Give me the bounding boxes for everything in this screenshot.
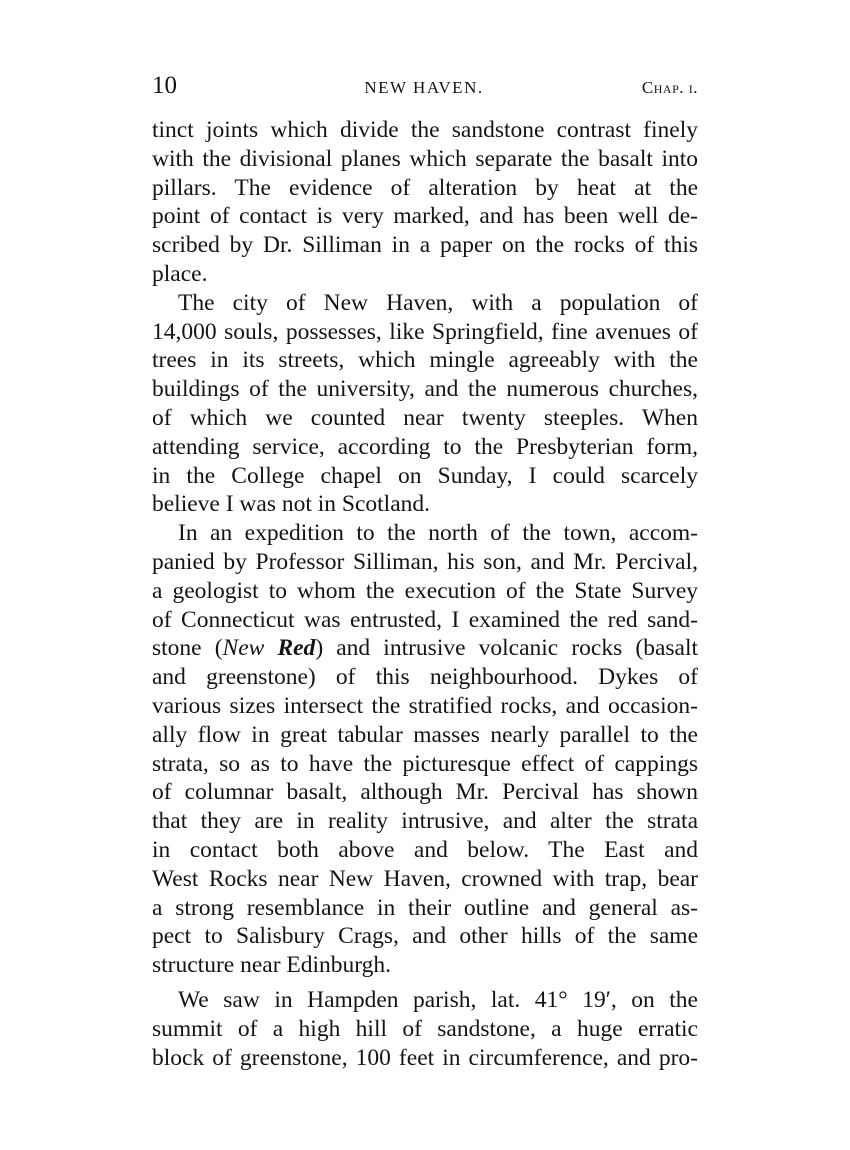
text-line: and greenstone) of this neighbourhood. Dykes of [152,664,698,691]
text-line: pect to Salisbury Crags, and other hills of the same [152,923,698,950]
text-line: with the divisional planes which separate the basalt into [152,145,698,172]
body-text [152,116,698,1072]
text-line: a strong resemblance in their outline and general as- [152,894,698,921]
text-run: ) and intrusive volcanic rocks (basalt [315,635,699,662]
text-line: believe I was not in Scotland. [152,491,431,518]
text-line: in the College chapel on Sunday, I could scarcely [152,462,698,489]
text-line: scribed by Dr. Silliman in a paper on the rocks of this [152,232,698,259]
text-line: various sizes intersect the stratified rocks, and occasion- [152,692,698,719]
text-line: place. [152,260,208,287]
text-line: structure near Edinburgh. [152,952,392,979]
text-line: block of greenstone, 100 feet in circumference, and pro- [152,1044,698,1071]
text-line: point of contact is very marked, and has been well de- [152,203,698,230]
text-line: that they are in reality intrusive, and alter the strata [152,808,698,835]
chapter-label: Chap. i. [641,78,698,97]
text-line: of which we counted near twenty steeples. When [152,404,698,431]
text-line: ally flow in great tabular masses nearly parallel to the [152,721,698,748]
text-line: The city of New Haven, with a population of [178,289,698,316]
text-line-with-emphasis [152,634,698,663]
paragraph [152,116,698,289]
italic-term: New [222,635,265,662]
text-line: in contact both above and below. The East and [152,836,698,863]
text-line: 14,000 souls, possesses, like Springfield, fine avenues of [152,318,698,345]
text-line: of Connecticut was entrusted, I examined the red sand- [152,606,698,633]
page-number: 10 [152,72,177,99]
text-line: panied by Professor Silliman, his son, and Mr. Percival, [152,548,698,575]
text-run: stone ( [152,635,223,662]
text-line: buildings of the university, and the numerous churches, [152,376,698,403]
text-line: summit of a high hill of sandstone, a huge erratic [152,1015,698,1042]
paragraph [152,519,698,980]
text-line: trees in its streets, which mingle agreeably with the [152,347,698,374]
text-line: West Rocks near New Haven, crowned with trap, bear [152,865,698,892]
text-line: In an expedition to the north of the town, accom- [178,520,698,547]
running-head [150,66,698,106]
text-line: pillars. The evidence of alteration by heat at the [152,174,698,201]
text-line: We saw in Hampden parish, lat. 41° 19′, on the [178,986,698,1013]
text-line: strata, so as to have the picturesque effect of cappings [152,750,698,777]
text-line: of columnar basalt, although Mr. Percival has shown [152,779,698,806]
text-line: tinct joints which divide the sandstone contrast finely [152,117,698,143]
text-line: attending service, according to the Presbyterian form, [152,433,698,460]
text-line: a geologist to whom the execution of the State Survey [152,577,698,604]
paragraph [152,986,698,1072]
paragraph [152,289,698,519]
running-title: NEW HAVEN. [364,78,484,97]
bold-italic-term: Red [277,635,316,662]
